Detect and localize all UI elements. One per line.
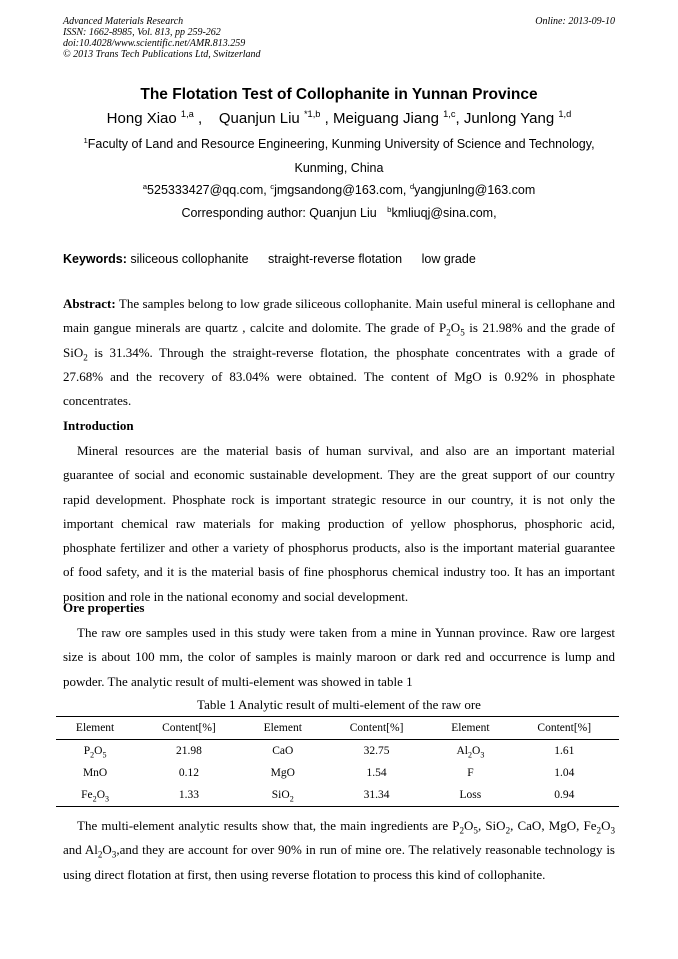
author-name: Hong Xiao bbox=[106, 110, 177, 127]
content-cell: 0.94 bbox=[510, 784, 620, 807]
element-cell: MnO bbox=[82, 767, 108, 779]
author-separator: , bbox=[193, 110, 219, 127]
email-line: $^a$525333427@qq.com, $^c$jmgsandong@163.com, $^d$yangjunlng@163.com bbox=[142, 181, 536, 197]
table-caption: Table 1 Analytic result of multi-element of the raw ore bbox=[197, 697, 481, 712]
journal-issn: ISSN: 1662-8985, Vol. 813, pp 259-262 bbox=[63, 27, 221, 38]
table-header-cell: Element bbox=[56, 717, 134, 740]
journal-doi: doi:10.4028/www.scientific.net/AMR.813.259 bbox=[63, 38, 246, 49]
corresponding-author: Corresponding author: Quanjun Liu $^b$kmliuqj@sina.com, bbox=[181, 204, 497, 220]
ore-properties-heading: Ore properties bbox=[63, 600, 145, 615]
affiliation-text: Faculty of Land and Resource Engineering, Kunming University of Science and Technology, bbox=[87, 137, 595, 151]
content-cell: 0.12 bbox=[178, 767, 199, 779]
introduction-text: Mineral resources are the material basis of human survival, and also are an important material guarantee of social and economic sustainable development. They are the great support of our country rapid development. Phosphate rock is important strategic resource in our country, it is not only the important chemical raw materials for making production of yellow phosphorus, phosphoric acid, phosphate fertilizer and other a variety of phosphorus products, also is the important material guarantee of food safety, and it is the material basis of fine phosphorus chemical industry too. It has an important position and role in the national economy and social development. bbox=[63, 443, 615, 604]
paper-title: The Flotation Test of Collophanite in Yunnan Province bbox=[140, 86, 538, 103]
corresponding-label: Corresponding author: Quanjun Liu bbox=[181, 206, 377, 220]
online-date: Online: 2013-09-10 bbox=[535, 16, 615, 27]
table-header-cell: Content[%] bbox=[134, 717, 243, 740]
author-name: Junlong Yang bbox=[463, 110, 555, 127]
element-cell: $Fe_2O_3$ bbox=[56, 784, 134, 807]
ore-properties-text: The raw ore samples used in this study were taken from a mine in Yunnan province. Raw ore largest size is about 100 mm, the color of samples is mainly maroon or dark red and occurrence is lump and powder. The analytic result of multi-element was showed in table 1 bbox=[63, 625, 615, 689]
table-header-cell: Content[%] bbox=[510, 717, 620, 740]
abstract-label: Abstract: bbox=[63, 296, 116, 311]
author-affiliation-mark: 1,d bbox=[558, 109, 572, 119]
content-cell: 1.54 bbox=[366, 767, 387, 779]
affiliation-line-2: Kunming, China bbox=[294, 161, 384, 175]
table-header-cell: Content[%] bbox=[322, 717, 431, 740]
table-header-row bbox=[56, 717, 619, 740]
author-name: Meiguang Jiang bbox=[333, 110, 439, 127]
keyword-item: straight-reverse flotation bbox=[268, 252, 403, 266]
element-cell: SiO$_2$ bbox=[244, 784, 322, 807]
email-d: yangjunlng@163.com bbox=[414, 183, 536, 197]
content-cell: 31.34 bbox=[322, 784, 431, 807]
content-cell: 1.61 bbox=[554, 745, 575, 757]
journal-header bbox=[63, 16, 615, 60]
analytic-result-table bbox=[56, 716, 619, 807]
email-b: kmliuqj@sina.com, bbox=[391, 206, 497, 220]
table-header-cell: Element bbox=[431, 717, 509, 740]
content-cell: 1.33 bbox=[134, 784, 243, 807]
element-cell: $P_2O_5$ bbox=[83, 745, 107, 760]
content-cell: 21.98 bbox=[175, 745, 202, 757]
affiliation-line-1 bbox=[0, 137, 678, 151]
table-header-cell: Element bbox=[244, 717, 322, 740]
content-cell: 32.75 bbox=[363, 745, 390, 757]
keywords-label: Keywords: bbox=[63, 252, 127, 266]
keywords bbox=[63, 252, 492, 266]
keyword-item: siliceous collophanite bbox=[130, 252, 249, 266]
author-list bbox=[0, 110, 678, 127]
keyword-item: low grade bbox=[421, 252, 476, 266]
author-name: Quanjun Liu bbox=[218, 110, 300, 127]
table-row bbox=[56, 784, 619, 807]
element-cell: Loss bbox=[431, 784, 509, 807]
journal-name: Advanced Materials Research bbox=[63, 16, 184, 27]
affiliation-mark: 1 bbox=[83, 135, 88, 145]
introduction-heading: Introduction bbox=[63, 418, 134, 433]
table-row bbox=[56, 762, 619, 784]
author-affiliation-mark: 1,c bbox=[443, 109, 456, 119]
email-a: 525333427@qq.com, bbox=[147, 183, 267, 197]
author-affiliation-mark: 1,a bbox=[180, 109, 194, 119]
closing-paragraph: The multi-element analytic results show that, the main ingredients are $P_2O_5$, SiO$_2$, CaO, MgO, $Fe_2O_3$ and $Al_2O_3,and$ they are account for over 90% in run of mine ore. The relatively reasonable technology is using direct flotation at first, then using reverse flotation to process this kind of collophanite. bbox=[63, 818, 616, 882]
email-c: jmgsandong@163.com, bbox=[274, 183, 407, 197]
element-cell: CaO bbox=[272, 745, 294, 757]
element-cell: F bbox=[467, 767, 474, 779]
journal-copyright: © 2013 Trans Tech Publications Ltd, Switzerland bbox=[63, 49, 261, 60]
element-cell: $Al_2O_3$ bbox=[456, 745, 485, 760]
content-cell: 1.04 bbox=[554, 767, 575, 779]
author-affiliation-mark: *1,b bbox=[303, 109, 321, 119]
abstract: Abstract: The samples belong to low grade siliceous collophanite. Main useful mineral is cellophane and main gangue minerals are quartz , calcite and dolomite. The grade of $P_2O_5$ is 21.98% and the grade of SiO$_2$ is 31.34%. Through the straight-reverse flotation, the phosphate concentrates with a grade of 27.68% and the recovery of 83.04% were obtained. The content of MgO is 0.92% in phosphate concentrates. bbox=[63, 296, 615, 409]
element-cell: MgO bbox=[270, 767, 295, 779]
table-row bbox=[56, 740, 619, 763]
author-separator: , bbox=[455, 110, 464, 127]
author-separator: , bbox=[320, 110, 333, 127]
